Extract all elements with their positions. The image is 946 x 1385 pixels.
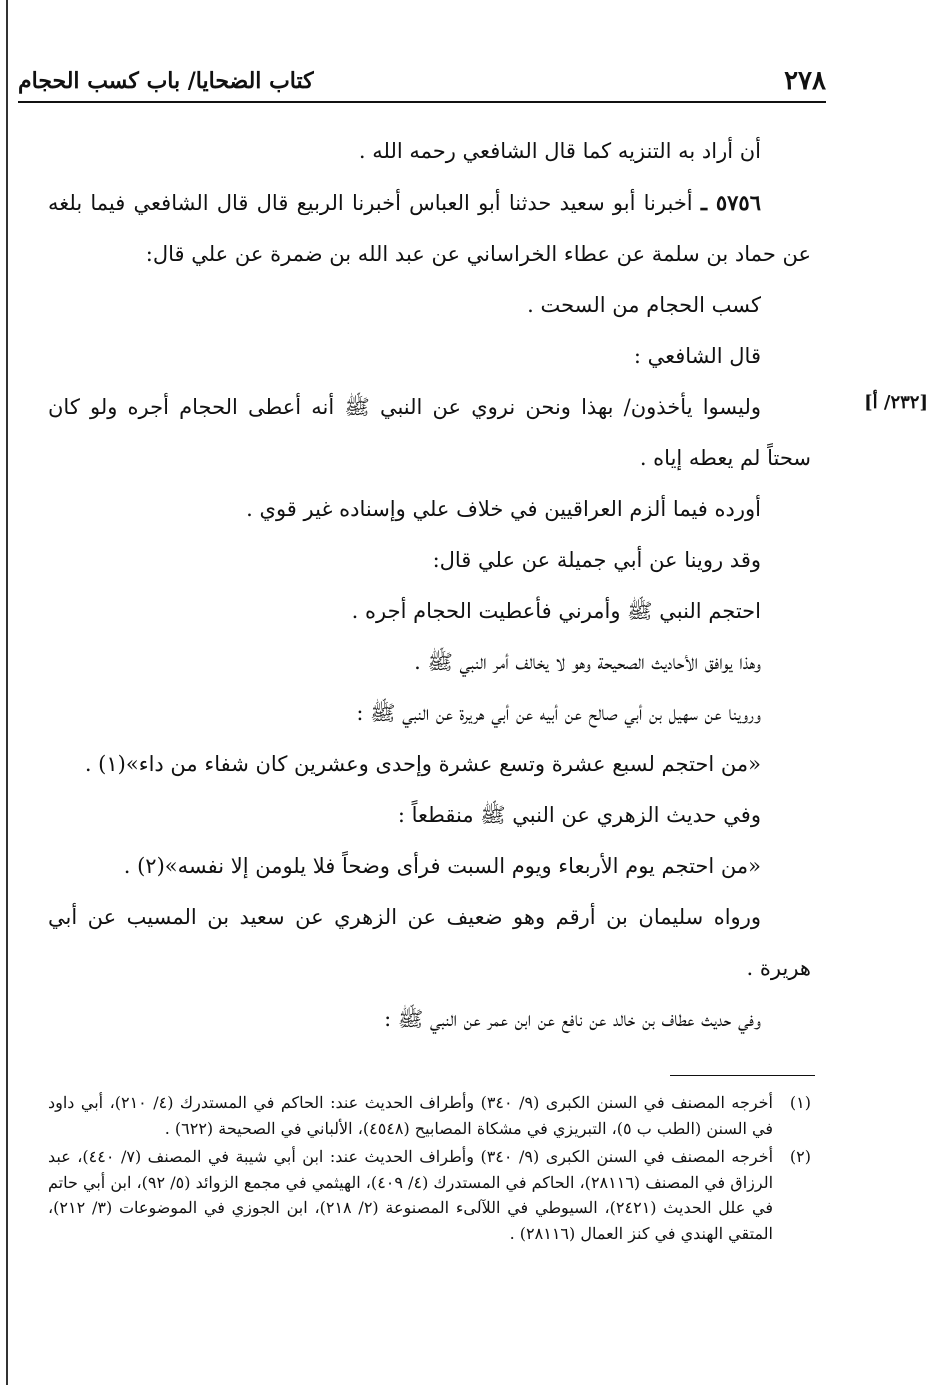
footnote-mark: (١) xyxy=(789,1093,811,1112)
main-text xyxy=(48,126,811,1045)
paragraph: وروينا عن سهيل بن أبي صالح عن أبيه عن أبي هريرة عن النبي ﷺ : xyxy=(356,701,761,725)
footnote-mark: (٢) xyxy=(789,1147,811,1166)
footnote-text: أخرجه المصنف في السنن الكبرى (٩/ ٣٤٠) وأطراف الحديث عند: ابن أبي شيبة في المصنف (٧/ ٤٤٠)، عبد الرزاق في المصنف (٢٨١١٦)، الحاكم في المستدرك (٤/ ٤٠٩)، الهيثمي في مجمع الزوائد (٥/ ٩٢)، ابن أبي حاتم في علل الحديث (٢٤٢١)، السيوطي في اللآلىء المصنوعة (٢/ ٢١٨)، ابن الجوزي في الموضوعات (٣/ ٢١٢)، المتقي الهندي في كنز العمال (٢٨١١٦) . xyxy=(48,1147,774,1243)
paragraph: وليسوا يأخذون/ بهذا ونحن نروي عن النبي ﷺ أنه أعطى الحجام أجره ولو كان سحتاً لم يعطه إياه . xyxy=(48,395,811,470)
marginal-manuscript-ref: [٢٣٢/ أ] xyxy=(864,392,928,413)
paragraph: وفي حديث عطاف بن خالد عن نافع عن ابن عمر عن النبي ﷺ : xyxy=(384,1007,761,1031)
hadith-text: أخبرنا أبو سعيد حدثنا أبو العباس أخبرنا الربيع قال قال الشافعي فيما بلغه عن حماد بن سلمة عن عطاء الخراساني عن عبد الله بن ضمرة عن علي قال: xyxy=(48,191,811,266)
footnote xyxy=(48,1144,811,1246)
hadith-number: ٥٧٥٦ ـ xyxy=(700,190,761,215)
paragraph: وفي حديث الزهري عن النبي ﷺ منقطعاً : xyxy=(397,803,761,827)
paragraph: «من احتجم لسبع عشرة وتسع عشرة وإحدى وعشرين كان شفاء من داء»(١) . xyxy=(84,752,761,776)
paragraph: كسب الحجام من السحت . xyxy=(527,293,761,317)
paragraph: وقد روينا عن أبي جميلة عن علي قال: xyxy=(432,548,761,572)
paragraph: احتجم النبي ﷺ وأمرني فأعطيت الحجام أجره . xyxy=(351,599,761,623)
header-divider xyxy=(18,101,826,103)
paragraph: وهذا يوافق الأحاديث الصحيحة وهو لا يخالف أمر النبي ﷺ . xyxy=(414,650,761,674)
paragraph: قال الشافعي : xyxy=(633,344,761,368)
footnote xyxy=(48,1090,811,1141)
page-header xyxy=(18,62,826,102)
footnotes xyxy=(48,1090,811,1249)
paragraph: «من احتجم يوم الأربعاء ويوم السبت فرأى وضحاً فلا يلومن إلا نفسه»(٢) . xyxy=(123,854,761,878)
paragraph: ورواه سليمان بن أرقم وهو ضعيف عن الزهري عن سعيد بن المسيب عن أبي هريرة . xyxy=(48,905,811,980)
page-number: ٢٧٨ xyxy=(784,66,826,96)
page-edge-line xyxy=(6,0,8,1385)
running-head: كتاب الضحايا/ باب كسب الحجام xyxy=(18,68,314,94)
footnote-text: أخرجه المصنف في السنن الكبرى (٩/ ٣٤٠) وأطراف الحديث عند: الحاكم في المستدرك (٤/ ٢١٠)، أبي داود في السنن (الطب ب ٥)، التبريزي في مشكاة المصابيح (٤٥٤٨)، الألباني في الصحيحة (٦٢٢) . xyxy=(48,1093,773,1138)
footnote-separator xyxy=(670,1075,815,1076)
paragraph: أن أراد به التنزيه كما قال الشافعي رحمه الله . xyxy=(358,139,761,163)
paragraph: أورده فيما ألزم العراقيين في خلاف علي وإسناده غير قوي . xyxy=(246,497,761,521)
hadith-paragraph xyxy=(48,177,811,280)
